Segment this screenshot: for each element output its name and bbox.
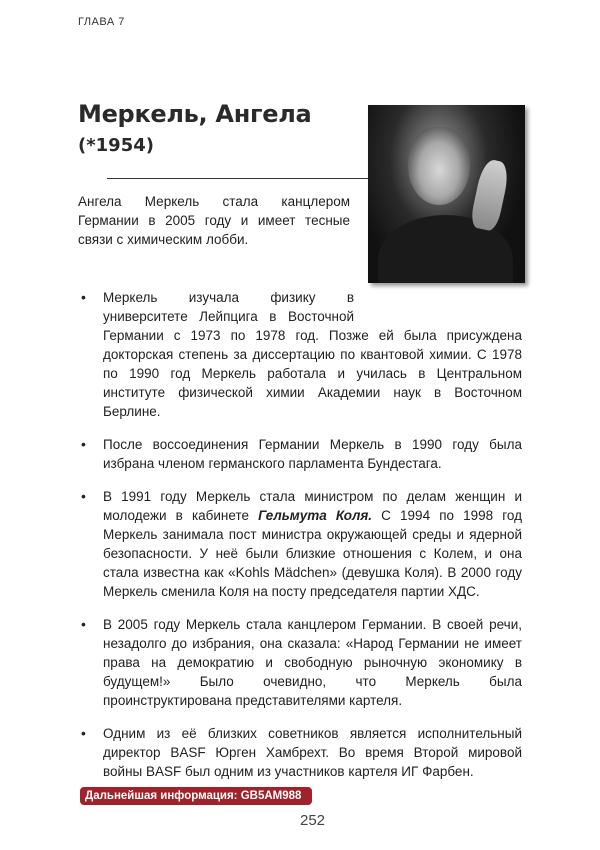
chapter-header: ГЛАВА 7 <box>78 16 125 28</box>
bullet-icon: • <box>81 616 86 632</box>
bullet-list <box>78 288 522 795</box>
more-info-badge: Дальнейшая информация: GB5AM988 <box>80 787 312 805</box>
portrait-photo <box>368 105 525 283</box>
emphasized-name: Гельмута Коля. <box>258 508 373 523</box>
photo-wrap-spacer <box>354 288 522 326</box>
list-item-text: В 1991 году Меркель стала министром по делам женщин и молодежи в кабинете <box>103 489 522 523</box>
list-item-text: С 1994 по 1998 год Меркель занимала пост министра окружающей среды и ядерной безопасности. У неё были близкие отношения с Колем, и она стала известна как «Kohls Mädchen» (девушка Коля). В 2000 году Меркель сменила Коля на посту председателя партии ХДС. <box>103 508 522 599</box>
bullet-icon: • <box>81 488 86 504</box>
list-item <box>78 615 522 710</box>
page-title: Меркель, Ангела <box>78 100 312 128</box>
list-item-text: В 2005 году Меркель стала канцлером Германии. В своей речи, незадолго до избрания, она сказала: «Народ Германии не имеет права на демократию и свободную рыночную экономику в будущем!» Было очевидно, что Меркель была проинструктирована представителями картеля. <box>103 617 522 708</box>
bullet-icon: • <box>81 289 86 305</box>
intro-paragraph: Ангела Меркель стала канцлером Германии в 2005 году и имеет тесные связи с химическим лобби. <box>78 194 350 247</box>
divider <box>107 178 369 179</box>
photo-hand-shape <box>469 158 511 232</box>
list-item-text: После воссоединения Германии Меркель в 1990 году была избрана членом германского парламента Бундестага. <box>103 437 522 471</box>
list-item <box>78 435 522 473</box>
list-item <box>78 724 522 781</box>
list-item <box>78 288 522 421</box>
page-number: 252 <box>300 812 326 829</box>
birth-year: (*1954) <box>78 135 154 156</box>
bullet-icon: • <box>81 436 86 452</box>
list-item-text: Одним из её близких советников является исполнительный директор BASF Юрген Хамбрехт. Во время Второй мировой войны BASF был одним из участников картеля ИГ Фарбен. <box>103 726 522 779</box>
list-item-text: Меркель изучала физику в университете Лейпцига в Восточной Германии с 1973 по 1978 год. Позже ей была присуждена докторская степень за диссертацию по квантовой химии. С 1978 по 1990 год Меркель работала и училась в Центральном институте физической химии Академии наук в Восточном Берлине. <box>103 290 522 419</box>
bullet-icon: • <box>81 725 86 741</box>
list-item <box>78 487 522 601</box>
photo-head-shape <box>408 127 470 205</box>
